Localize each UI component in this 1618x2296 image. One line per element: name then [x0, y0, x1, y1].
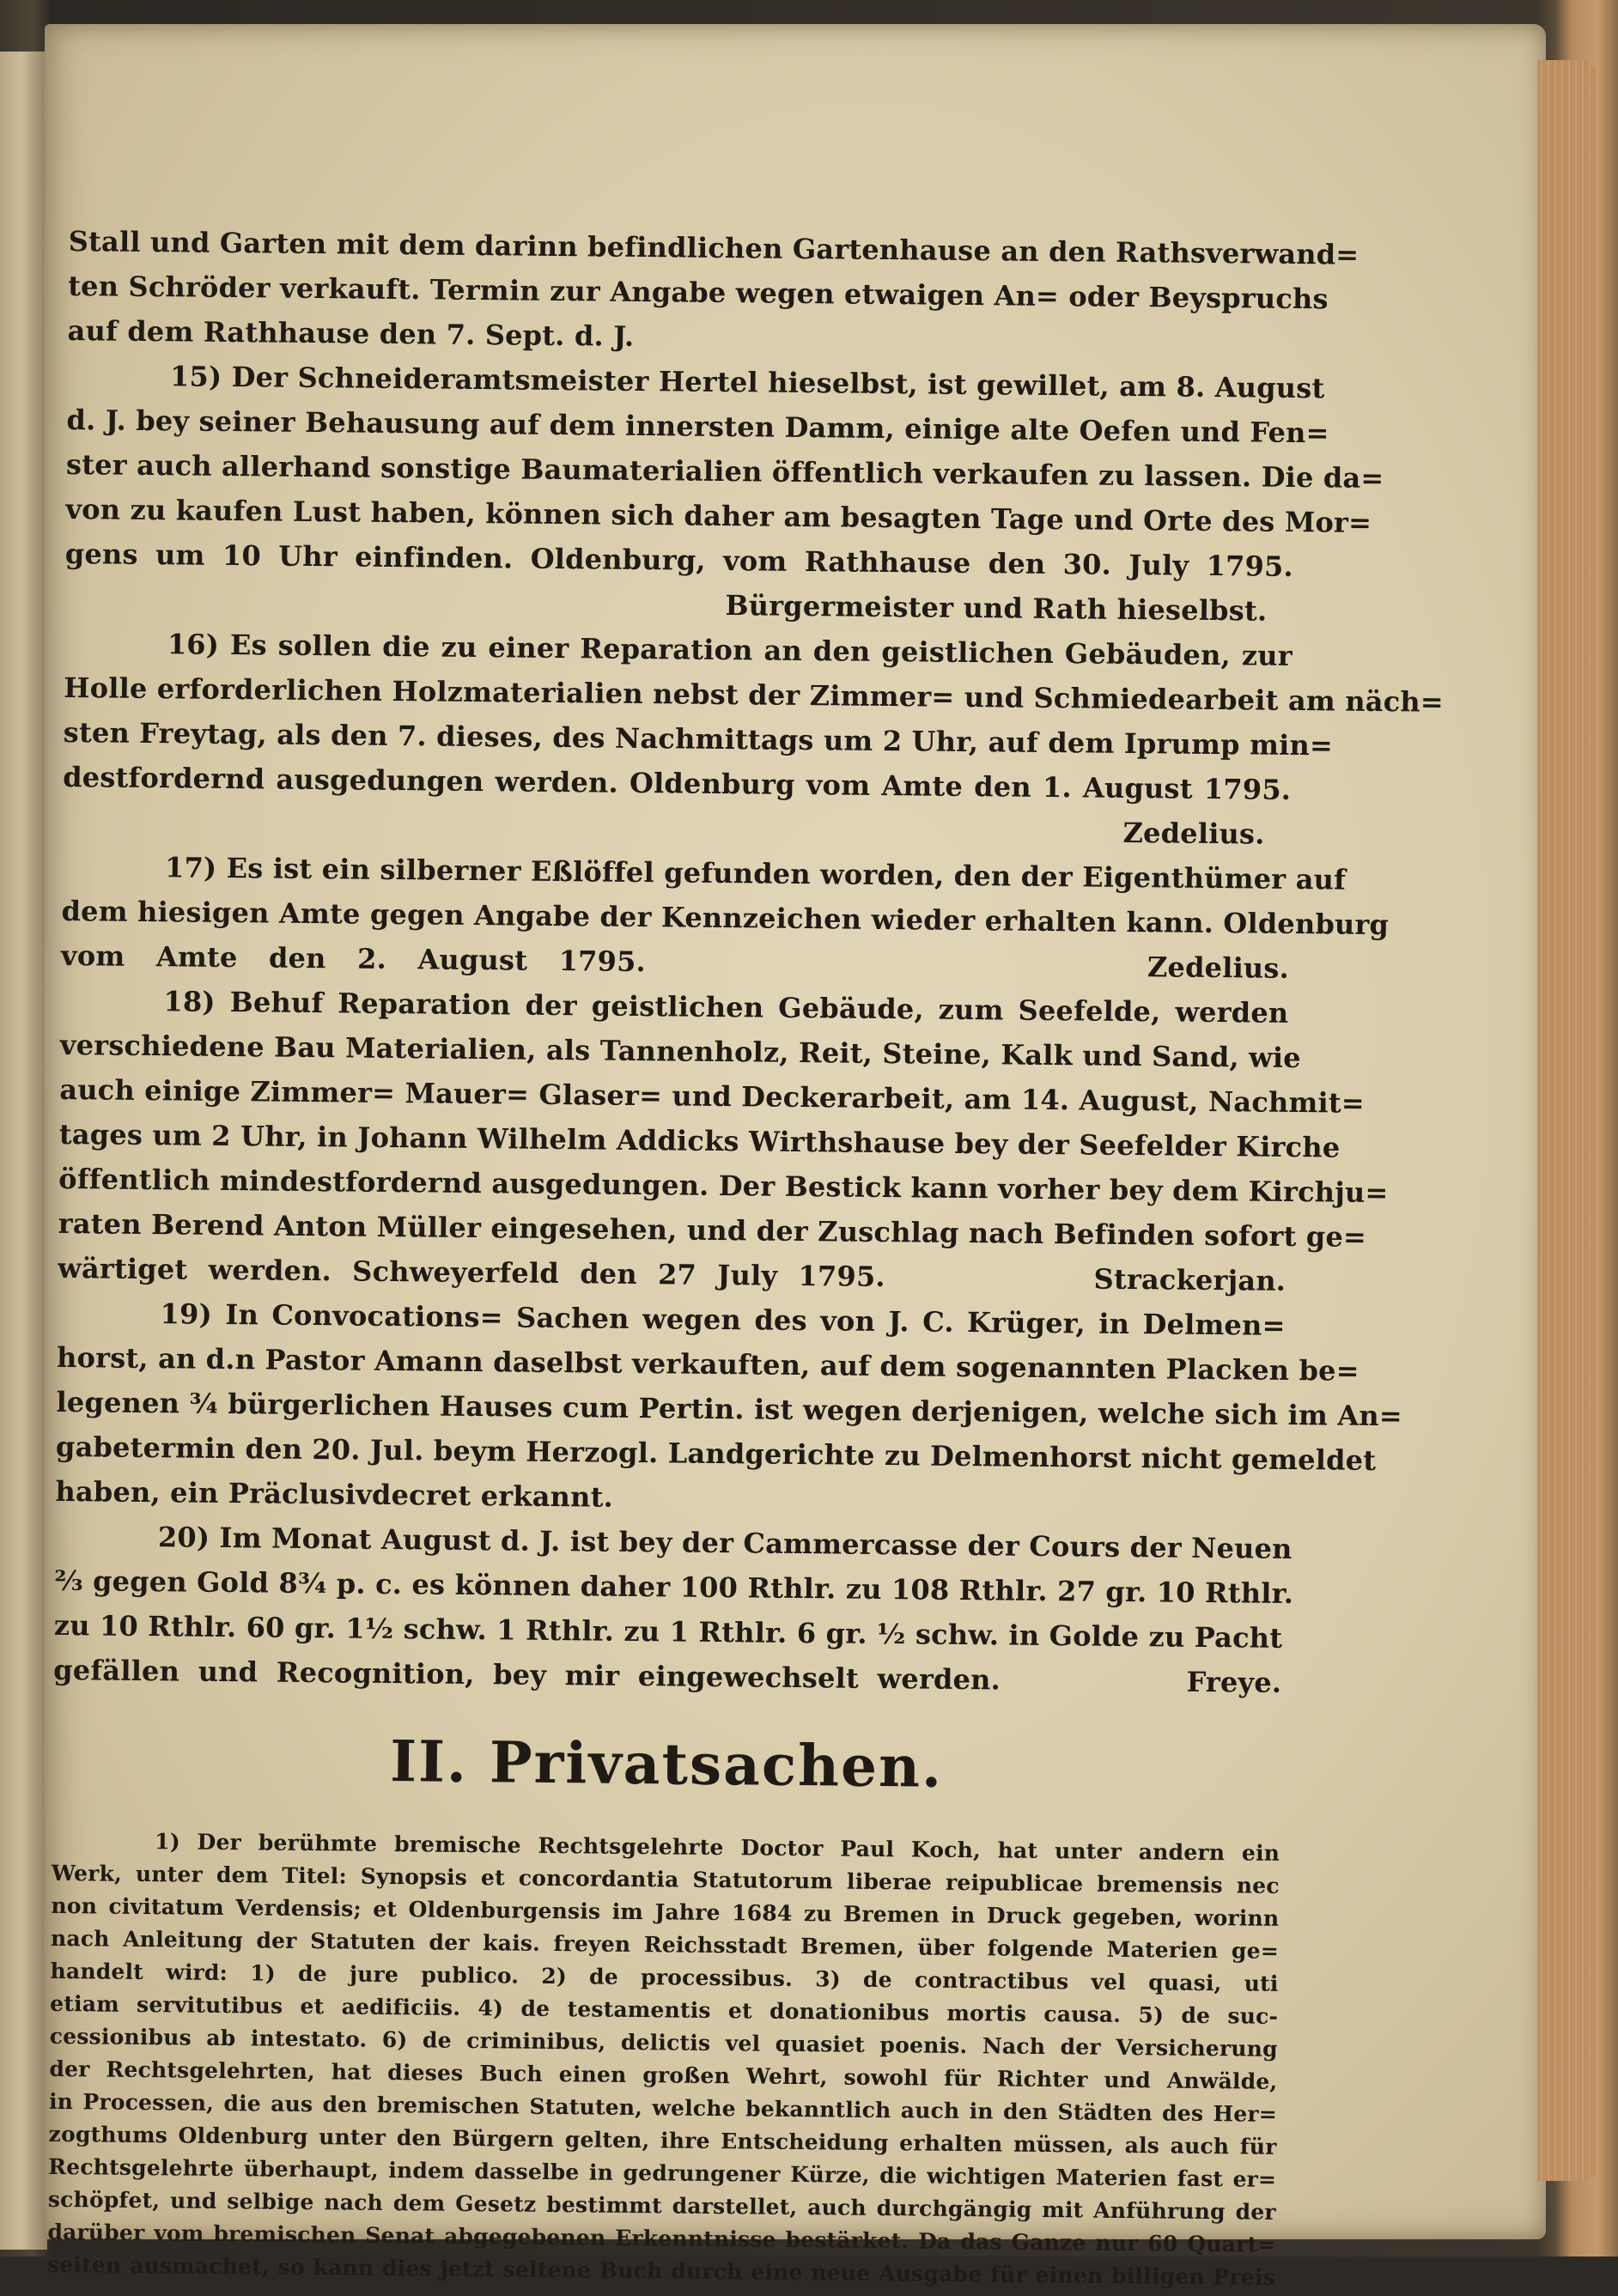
text-line: wärtiget werden. Schweyerfeld den 27 July 1795. Strackerjan. [58, 1251, 1286, 1297]
text-line: darüber vom bremischen Senat abgegebenen Erkenntnisse bestärket. Da das Ganze nur 60 Quart= [47, 2219, 1276, 2257]
page-text [46, 219, 1445, 2294]
text-line: vom Amte den 2. August 1795. Zedelius. [60, 938, 1290, 985]
text-line: sten Freytag, als den 7. dieses, des Nachmittags um 2 Uhr, auf dem Iprump min= [63, 715, 1334, 762]
text-line: 18) Behuf Reparation der geistlichen Gebäude, zum Seefelde, werden [163, 985, 1289, 1030]
text-line: Stall und Garten mit dem darinn befindlichen Gartenhause an den Rathsverwand= [68, 224, 1359, 271]
section-public-notices [53, 219, 1445, 1705]
text-line: 19) In Convocations= Sachen wegen des von J. C. Krüger, in Delmen= [160, 1297, 1286, 1342]
page-stack-edge [1537, 60, 1597, 2181]
text-line: ten Schröder verkauft. Termin zur Angabe wegen etwaigen An= oder Beyspruchs [67, 269, 1329, 316]
text-line: etiam servitutibus et aedificiis. 4) de testamentis et donationibus mortis causa. 5) de suc- [50, 1990, 1279, 2029]
signature-line: Zedelius. [1122, 816, 1265, 851]
text-line: horst, an d.n Pastor Amann daselbst verkauften, auf dem sogenannten Placken be= [56, 1340, 1359, 1388]
text-line: schöpfet, und selbige nach dem Gesetz bestimmt darstellet, auch durchgängig mit Anführung der [47, 2186, 1276, 2225]
text-line: cessionibus ab intestato. 6) de criminibus, delictis vel quasiet poenis. Nach der Versicherung [49, 2023, 1278, 2062]
text-line: öffentlich mindestfordernd ausgedungen. Der Bestick kann vorher bey dem Kirchju= [58, 1162, 1389, 1210]
text-line: nach Anleitung der Statuten der kais. freyen Reichsstadt Bremen, über folgende Materien ge= [50, 1925, 1280, 1964]
text-line: raten Berend Anton Müller eingesehen, und der Zuschlag nach Befinden sofort ge= [58, 1206, 1367, 1254]
text-line: legenen ¾ bürgerlichen Hauses cum Pertin. ist wegen derjenigen, welche sich im An= [56, 1385, 1403, 1433]
section-private-matters [47, 1825, 1280, 2294]
section-heading: II. Privatsachen. [389, 1728, 944, 1801]
text-line: 15) Der Schneideramtsmeister Hertel hieselbst, ist gewillet, am 8. August [169, 360, 1325, 405]
text-line: tages um 2 Uhr, in Johann Wilhelm Addicks Wirthshause bey der Seefelder Kirche [58, 1117, 1341, 1164]
text-line: 17) Es ist ein silberner Eßlöffel gefunden worden, den der Eigenthümer auf [164, 851, 1347, 896]
text-line: seiten ausmachet, so kann dies jetzt seltene Buch durch eine neue Ausgabe für einen billigen Preis [46, 2251, 1276, 2290]
text-line: dem hiesigen Amte gegen Angabe der Kennzeichen wieder erhalten kann. Oldenburg [61, 894, 1390, 942]
text-line: 1) Der berühmte bremische Rechtsgelehrte Doctor Paul Koch, hat unter andern ein [155, 1829, 1280, 1866]
text-line: handelt wird: 1) de jure publico. 2) de processibus. 3) de contractibus vel quasi, uti [50, 1958, 1279, 1996]
text-line: destfordernd ausgedungen werden. Oldenburg vom Amte den 1. August 1795. [62, 760, 1292, 806]
text-line: zogthums Oldenburg unter den Bürgern gelten, ihre Entscheidung erhalten müssen, als auch für [48, 2121, 1277, 2159]
text-line: auf dem Rathhause den 7. Sept. d. J. [67, 313, 635, 353]
text-line: non civitatum Verdensis; et Oldenburgensis im Jahre 1684 zu Bremen in Druck gegeben, worinn [51, 1892, 1280, 1931]
text-line: in Processen, die aus den bremischen Statuten, welche bekanntlich auch in den Städten des Her= [48, 2088, 1278, 2127]
text-line: der Rechtsgelehrten, hat dieses Buch einen großen Wehrt, sowohl für Richter und Anwälde, [49, 2056, 1278, 2094]
text-line: von zu kaufen Lust haben, können sich daher am besagten Tage und Orte des Mor= [65, 492, 1372, 539]
signature-line: Bürgermeister und Rath hieselbst. [725, 589, 1268, 628]
text-line: 20) Im Monat August d. J. ist bey der Cammercasse der Cours der Neuen [157, 1521, 1293, 1566]
text-line: zu 10 Rthlr. 60 gr. 1½ schw. 1 Rthlr. zu 1 Rthlr. 6 gr. ½ schw. in Golde zu Pacht [53, 1608, 1283, 1655]
text-line: Rechtsgelehrte überhaupt, indem dasselbe in gedrungener Kürze, die wichtigen Materien fast er= [48, 2153, 1277, 2192]
text-line: d. J. bey seiner Behausung auf dem innersten Damm, einige alte Oefen und Fen= [66, 403, 1329, 450]
text-line: ster auch allerhand sonstige Baumaterialien öffentlich verkaufen zu lassen. Die da= [65, 447, 1384, 495]
text-line: 16) Es sollen die zu einer Reparation an den geistlichen Gebäuden, zur [167, 628, 1293, 672]
text-line: verschiedene Bau Materialien, als Tannenholz, Reit, Steine, Kalk und Sand, wie [59, 1028, 1301, 1075]
text-line: gabetermin den 20. Jul. beym Herzogl. Landgerichte zu Delmenhorst nicht gemeldet [55, 1430, 1377, 1478]
text-line: ⅔ gegen Gold 8¾ p. c. es können daher 100 Rthlr. zu 108 Rthlr. 27 gr. 10 Rthlr. [54, 1564, 1294, 1611]
previous-page-edge [0, 52, 47, 2250]
text-line: auch einige Zimmer= Mauer= Glaser= und Deckerarbeit, am 14. August, Nachmit= [59, 1072, 1366, 1120]
text-line: Holle erforderlichen Holzmaterialien nebst der Zimmer= und Schmiedearbeit am näch= [64, 671, 1445, 719]
text-line: gens um 10 Uhr einfinden. Oldenburg, vom Rathhause den 30. July 1795. [64, 537, 1294, 583]
text-line: haben, ein Präclusivdecret erkannt. [55, 1474, 614, 1514]
text-line: gefällen und Recognition, bey mir eingewechselt werden. Freye. [53, 1653, 1282, 1699]
text-line: Werk, unter dem Titel: Synopsis et concordantia Statutorum liberae reipublicae bremensis nec [51, 1860, 1280, 1898]
